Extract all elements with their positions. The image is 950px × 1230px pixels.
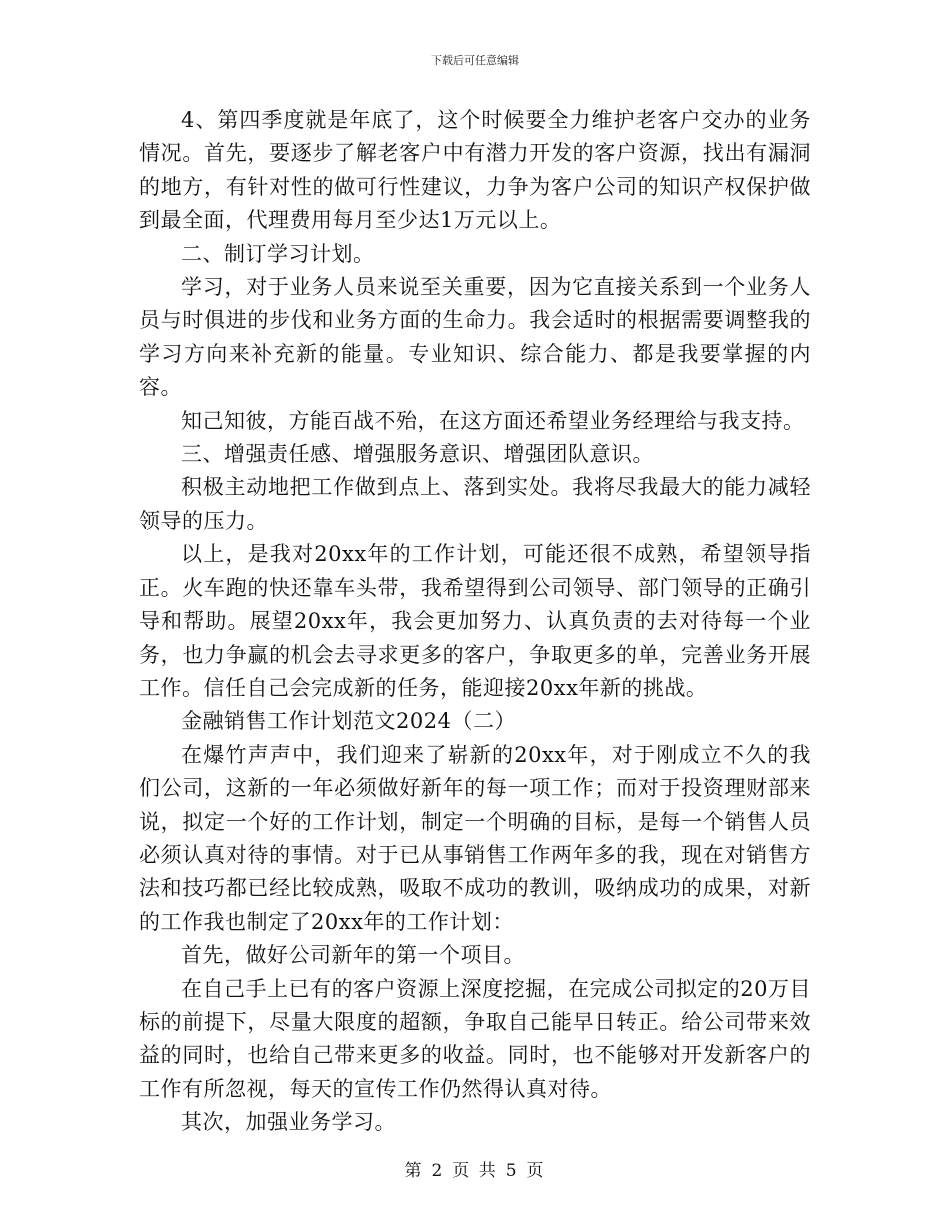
section-title-example-2: 金融销售工作计划范文2024（二） bbox=[181, 709, 516, 734]
paragraph-q4-plan: 4、第四季度就是年底了，这个时候要全力维护老客户交办的业务情况。首先，要逐步了解老客户中有潜力开发的客户资源，找出有漏洞的地方，有针对性的做可行性建议，力争为客户公司的知识产权保护做到最全面，代理费用每月至少达1万元以上。 bbox=[139, 108, 811, 233]
document-body bbox=[139, 104, 811, 1140]
heading-first: 首先，做好公司新年的第一个项目。 bbox=[181, 943, 525, 968]
footer-total-pages: 5 bbox=[505, 1161, 519, 1181]
footer-mid: 页 共 bbox=[452, 1161, 498, 1181]
page-header-note: 下载后可任意编辑 bbox=[431, 54, 519, 67]
footer-current-page: 2 bbox=[431, 1161, 445, 1181]
heading-responsibility: 三、增强责任感、增强服务意识、增强团队意识。 bbox=[181, 442, 654, 467]
paragraph-know-yourself: 知己知彼，方能百战不殆，在这方面还希望业务经理给与我支持。 bbox=[181, 408, 805, 433]
paragraph-customer-resources: 在自己手上已有的客户资源上深度挖掘，在完成公司拟定的20万目标的前提下，尽量大限度的超额，争取自己能早日转正。给公司带来效益的同时，也给自己带来更多的收益。同时，也不能够对开发新客户的工作有所忽视，每天的宣传工作仍然得认真对待。 bbox=[139, 976, 811, 1101]
footer-suffix: 页 bbox=[526, 1161, 546, 1181]
footer-prefix: 第 bbox=[404, 1161, 424, 1181]
paragraph-new-year: 在爆竹声声中，我们迎来了崭新的20xx年，对于刚成立不久的我们公司，这新的一年必须做好新年的每一项工作；而对于投资理财部来说，拟定一个好的工作计划，制定一个明确的目标，是每一个销售人员必须认真对待的事情。对于已从事销售工作两年多的我，现在对销售方法和技巧都已经比较成熟，吸取不成功的教训，吸纳成功的成果，对新的工作我也制定了20xx年的工作计划： bbox=[139, 742, 811, 934]
heading-study-plan: 二、制订学习计划。 bbox=[181, 241, 375, 266]
paragraph-summary: 以上，是我对20xx年的工作计划，可能还很不成熟，希望领导指正。火车跑的快还靠车头带，我希望得到公司领导、部门领导的正确引导和帮助。展望20xx年，我会更加努力、认真负责的去对待每一个业务，也力争赢的机会去寻求更多的客户，争取更多的单，完善业务开展工作。信任自己会完成新的任务，能迎接20xx年新的挑战。 bbox=[139, 542, 811, 700]
paragraph-study: 学习，对于业务人员来说至关重要，因为它直接关系到一个业务人员与时俱进的步伐和业务方面的生命力。我会适时的根据需要调整我的学习方向来补充新的能量。专业知识、综合能力、都是我要掌握的内容。 bbox=[139, 275, 811, 400]
paragraph-proactive: 积极主动地把工作做到点上、落到实处。我将尽我最大的能力减轻领导的压力。 bbox=[139, 475, 811, 533]
heading-second: 其次，加强业务学习。 bbox=[181, 1110, 396, 1135]
page-footer bbox=[0, 1156, 950, 1181]
